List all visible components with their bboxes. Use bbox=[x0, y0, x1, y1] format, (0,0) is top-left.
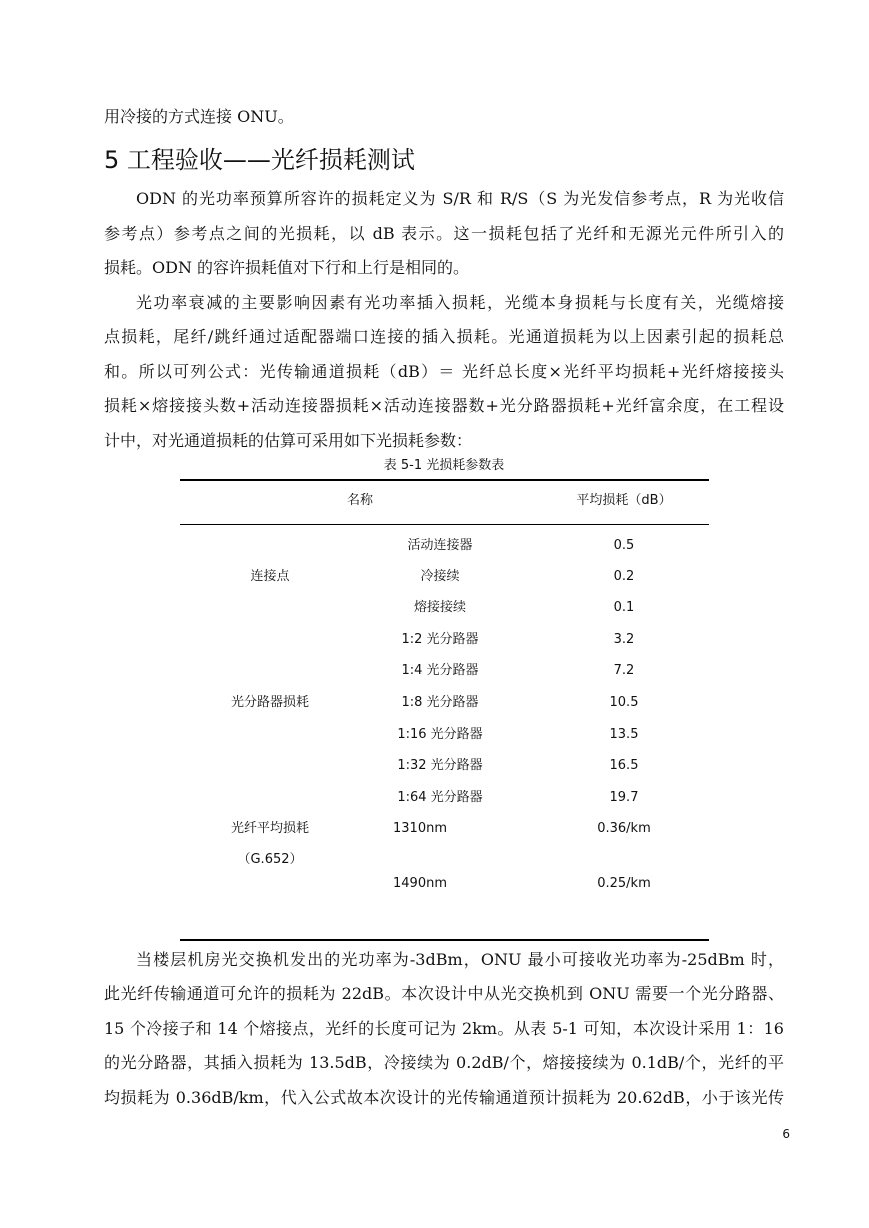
paragraph-line: 均损耗为 0.36dB/km，代入公式故本次设计的光传输通道预计损耗为 20.62dB，小于该光传 bbox=[104, 1088, 784, 1107]
table-cell-value: 10.5 bbox=[609, 695, 639, 710]
paragraph-line: 和。所以可列公式：光传输通道损耗（dB）＝ 光纤总长度×光纤平均损耗+光纤熔接接头 bbox=[104, 362, 784, 381]
table-header-name: 名称 bbox=[346, 493, 373, 508]
paragraph-line: 此光纤传输通道可允许的损耗为 22dB。本次设计中从光交换机到 ONU 需要一个光分路器、 bbox=[104, 984, 784, 1003]
table-group-label: 光分路器损耗 bbox=[230, 695, 309, 710]
table-cell-item: 1:2 光分路器 bbox=[401, 632, 479, 647]
paragraph-line: 的光分路器，其插入损耗为 13.5dB，冷接续为 0.2dB/个，熔接接续为 0.1dB/个，光纤的平 bbox=[104, 1053, 784, 1072]
table-cell-value: 3.2 bbox=[613, 632, 635, 647]
table-caption: 表 5-1 光损耗参数表 bbox=[383, 458, 505, 473]
table-group-label: 光纤平均损耗 bbox=[230, 821, 309, 836]
table-cell-item: 1:32 光分路器 bbox=[397, 758, 483, 773]
table-group-label: 连接点 bbox=[250, 569, 290, 584]
paragraph-line: 计中，对光通道损耗的估算可采用如下光损耗参数： bbox=[104, 431, 473, 450]
table-cell-item: 冷接续 bbox=[420, 569, 460, 584]
table-bottom-rule bbox=[180, 939, 709, 941]
page-number: 6 bbox=[782, 1127, 790, 1141]
table-cell-value: 13.5 bbox=[609, 727, 639, 742]
table-cell-value: 0.2 bbox=[613, 569, 635, 584]
table-cell-value: 0.5 bbox=[613, 538, 635, 553]
table-cell-value: 16.5 bbox=[609, 758, 639, 773]
paragraph-line: 点损耗，尾纤/跳纤通过适配器端口连接的插入损耗。光通道损耗为以上因素引起的损耗总 bbox=[104, 327, 784, 346]
paragraph-line: ODN 的光功率预算所容许的损耗定义为 S/R 和 R/S（S 为光发信参考点，R 为光收信 bbox=[136, 189, 784, 208]
table-cell-value: 7.2 bbox=[613, 663, 635, 678]
paragraph-line: 15 个冷接子和 14 个熔接点，光纤的长度可记为 2km。从表 5-1 可知，本次设计采用 1：16 bbox=[104, 1019, 784, 1038]
table-cell-item: 1:4 光分路器 bbox=[401, 663, 479, 678]
paragraph-line: 损耗×熔接接头数+活动连接器损耗×活动连接器数+光分路器损耗+光纤富余度，在工程设 bbox=[104, 396, 784, 415]
table-cell-item: 1:16 光分路器 bbox=[397, 727, 483, 742]
table-cell-item: 活动连接器 bbox=[407, 538, 473, 553]
table-cell-item: 1310nm bbox=[393, 821, 447, 836]
table-cell-value: 0.25/km bbox=[597, 876, 651, 891]
table-cell-item: 熔接接续 bbox=[413, 600, 466, 615]
table-cell-item: 1490nm bbox=[393, 876, 447, 891]
table-group-label: （G.652） bbox=[237, 852, 303, 867]
table-cell-item: 1:64 光分路器 bbox=[397, 790, 483, 805]
section-heading: 5 工程验收——光纤损耗测试 bbox=[104, 146, 415, 174]
paragraph-line: 光功率衰减的主要影响因素有光功率插入损耗，光缆本身损耗与长度有关，光缆熔接 bbox=[136, 293, 784, 312]
table-cell-value: 0.1 bbox=[613, 600, 635, 615]
table-cell-item: 1:8 光分路器 bbox=[401, 695, 479, 710]
table-top-rule bbox=[180, 479, 709, 481]
table-header-loss: 平均损耗（dB） bbox=[576, 493, 672, 508]
table-cell-value: 19.7 bbox=[609, 790, 639, 805]
table-header-rule bbox=[180, 524, 709, 525]
paragraph-line: 参考点）参考点之间的光损耗，以 dB 表示。这一损耗包括了光纤和无源光元件所引入的 bbox=[104, 224, 784, 243]
table-cell-value: 0.36/km bbox=[597, 821, 651, 836]
paragraph-line: 损耗。ODN 的容许损耗值对下行和上行是相同的。 bbox=[104, 258, 470, 277]
paragraph-line: 当楼层机房光交换机发出的光功率为-3dBm，ONU 最小可接收光功率为-25dBm 时， bbox=[136, 950, 784, 969]
intro-line: 用冷接的方式连接 ONU。 bbox=[104, 107, 294, 126]
